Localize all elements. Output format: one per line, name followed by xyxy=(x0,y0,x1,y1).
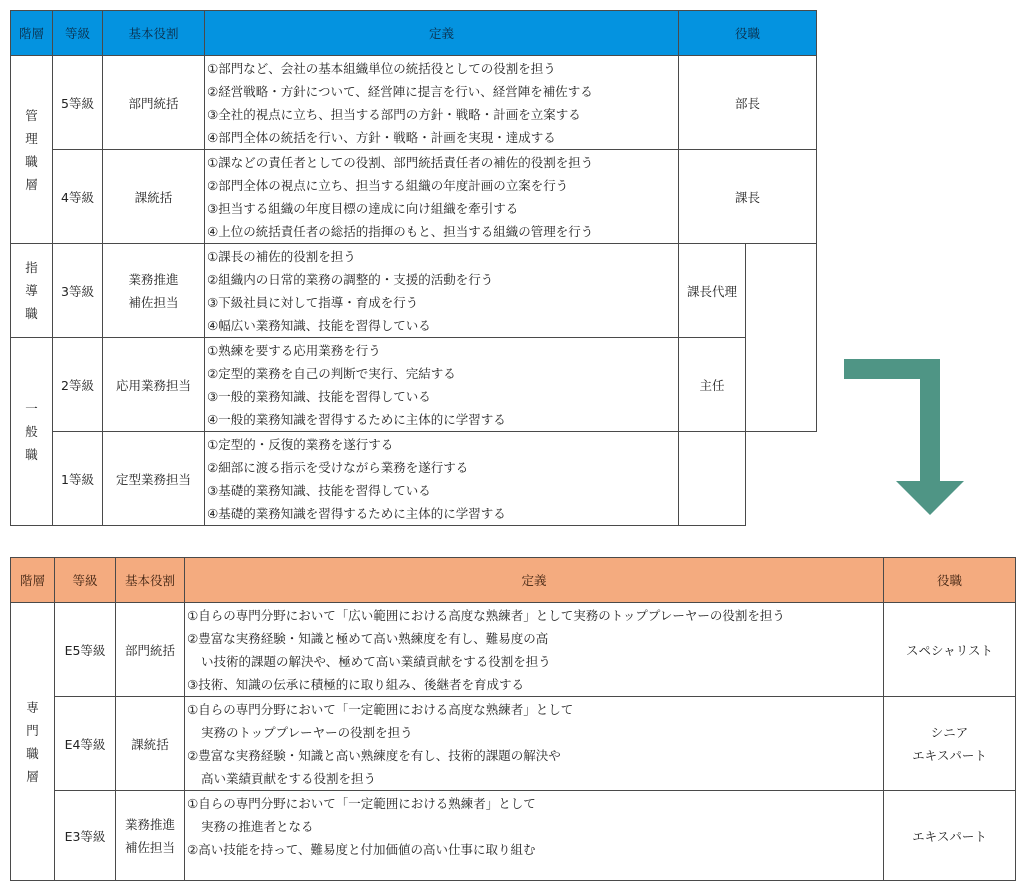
header-grade: 等級 xyxy=(53,11,103,56)
role-cell: 課統括 xyxy=(103,150,205,244)
role-cell xyxy=(116,791,185,881)
position-cell xyxy=(884,697,1016,791)
definition-line: い技術的課題の解決や、極めて高い業績貢献をする役割を担う xyxy=(201,654,551,669)
position-cell: 主任 xyxy=(679,338,746,432)
upper-header-row xyxy=(11,11,817,56)
definition-line: ②部門全体の視点に立ち、担当する組織の年度計画の立案を行う xyxy=(207,178,569,193)
definition-line: ④一般的業務知識を習得するために主体的に学習する xyxy=(207,412,506,427)
layer-cell-specialist: 専 門 職 層 xyxy=(11,603,55,881)
table-row xyxy=(11,697,1016,791)
role-cell: 部門統括 xyxy=(116,603,185,697)
definition-line: ③一般的業務知識、技能を習得している xyxy=(207,389,431,404)
role-line: 補佐担当 xyxy=(128,294,179,310)
definition-line: ②豊富な実務経験・知識と極めて高い熟練度を有し、難易度の高 xyxy=(187,631,549,646)
definition-line: ④基礎的業務知識を習得するために主体的に学習する xyxy=(207,506,506,521)
header-position: 役職 xyxy=(884,558,1016,603)
role-line: 業務推進 xyxy=(128,271,179,287)
role-cell: 課統括 xyxy=(116,697,185,791)
definition-line: ②組織内の日常的業務の調整的・支援的活動を行う xyxy=(207,272,494,287)
table-row xyxy=(11,56,817,150)
layer-cell-guidance: 指 導 職 xyxy=(11,244,53,338)
header-definition: 定義 xyxy=(185,558,884,603)
lower-header-row xyxy=(11,558,1016,603)
table-row xyxy=(11,244,817,338)
definition-line: ②定型的業務を自己の判断で実行、完結する xyxy=(207,366,456,381)
position-cell xyxy=(679,432,746,526)
header-definition: 定義 xyxy=(205,11,679,56)
definition-line: ④上位の統括責任者の総括的指揮のもと、担当する組織の管理を行う xyxy=(207,224,594,239)
definition-line: ①定型的・反復的業務を遂行する xyxy=(207,437,394,452)
grade-cell: 5等級 xyxy=(53,56,103,150)
role-cell: 定型業務担当 xyxy=(103,432,205,526)
header-position: 役職 xyxy=(679,11,817,56)
definition-line: ①部門など、会社の基本組織単位の統括役としての役割を担う xyxy=(207,61,556,76)
header-grade: 等級 xyxy=(55,558,116,603)
role-cell: 部門統括 xyxy=(103,56,205,150)
definition-line: ①自らの専門分野において「一定範囲における高度な熟練者」として xyxy=(187,702,574,717)
layer-cell-general: 一 般 職 xyxy=(11,338,53,526)
definition-line: ④部門全体の統括を行い、方針・戦略・計画を実現・達成する xyxy=(207,130,556,145)
table-row xyxy=(11,150,817,244)
header-role: 基本役割 xyxy=(103,11,205,56)
definition-line: ②豊富な実務経験・知識と高い熟練度を有し、技術的課題の解決や xyxy=(187,748,561,763)
definition-line: ①課長の補佐的役割を担う xyxy=(207,249,356,264)
definition-line: ③基礎的業務知識、技能を習得している xyxy=(207,483,431,498)
role-cell xyxy=(103,244,205,338)
definition-cell xyxy=(205,56,679,150)
definition-cell xyxy=(185,603,884,697)
position-extension-cell xyxy=(746,244,817,432)
grade-cell: 2等級 xyxy=(53,338,103,432)
header-layer: 階層 xyxy=(11,558,55,603)
definition-cell xyxy=(205,150,679,244)
definition-line: ③全社的視点に立ち、担当する部門の方針・戦略・計画を立案する xyxy=(207,107,581,122)
definition-line: 高い業績貢献をする役割を担う xyxy=(201,771,377,786)
definition-line: ①課などの責任者としての役割、部門統括責任者の補佐的役割を担う xyxy=(207,155,594,170)
definition-cell xyxy=(205,244,679,338)
definition-line: ①熟練を要する応用業務を行う xyxy=(207,343,381,358)
grade-cell: 1等級 xyxy=(53,432,103,526)
definition-cell xyxy=(185,791,884,881)
position-line: シニア xyxy=(930,724,969,740)
header-role: 基本役割 xyxy=(116,558,185,603)
upper-grade-table xyxy=(10,10,817,526)
position-cell: 部長 xyxy=(679,56,817,150)
definition-line: ②高い技能を持って、難易度と付加価値の高い仕事に取り組む xyxy=(187,842,536,857)
definition-line: ③技術、知識の伝承に積極的に取り組み、後継者を育成する xyxy=(187,677,524,692)
grade-cell: E4等級 xyxy=(55,697,116,791)
definition-line: 実務の推進者となる xyxy=(201,819,314,834)
table-row xyxy=(11,791,1016,881)
position-cell: スペシャリスト xyxy=(884,603,1016,697)
empty-cell xyxy=(746,432,817,526)
definition-line: ②細部に渡る指示を受けながら業務を遂行する xyxy=(207,460,469,475)
role-line: 補佐担当 xyxy=(124,839,175,855)
position-cell: エキスパート xyxy=(884,791,1016,881)
definition-cell xyxy=(185,697,884,791)
definition-line: 実務のトッププレーヤーの役割を担う xyxy=(201,725,413,740)
layer-cell-management: 管 理 職 層 xyxy=(11,56,53,244)
table-row xyxy=(11,338,817,432)
position-cell: 課長代理 xyxy=(679,244,746,338)
grade-cell: E3等級 xyxy=(55,791,116,881)
position-cell: 課長 xyxy=(679,150,817,244)
definition-line: ③下級社員に対して指導・育成を行う xyxy=(207,295,419,310)
definition-line: ③担当する組織の年度目標の達成に向け組織を牽引する xyxy=(207,201,519,216)
definition-cell xyxy=(205,432,679,526)
definition-line: ①自らの専門分野において「広い範囲における高度な熟練者」として実務のトッププレーヤーの役割を担う xyxy=(187,608,785,623)
header-layer: 階層 xyxy=(11,11,53,56)
definition-cell xyxy=(205,338,679,432)
definition-line: ④幅広い業務知識、技能を習得している xyxy=(207,318,431,333)
lower-grade-table xyxy=(10,557,1016,881)
role-line: 業務推進 xyxy=(124,816,175,832)
arrow-shape xyxy=(844,359,964,515)
grade-cell: 4等級 xyxy=(53,150,103,244)
definition-line: ②経営戦略・方針について、経営陣に提言を行い、経営陣を補佐する xyxy=(207,84,593,99)
grade-cell: E5等級 xyxy=(55,603,116,697)
definition-line: ①自らの専門分野において「一定範囲における熟練者」として xyxy=(187,796,536,811)
position-line: エキスパート xyxy=(912,747,987,763)
table-row xyxy=(11,603,1016,697)
down-arrow-icon xyxy=(840,355,968,519)
role-cell: 応用業務担当 xyxy=(103,338,205,432)
table-row xyxy=(11,432,817,526)
grade-cell: 3等級 xyxy=(53,244,103,338)
